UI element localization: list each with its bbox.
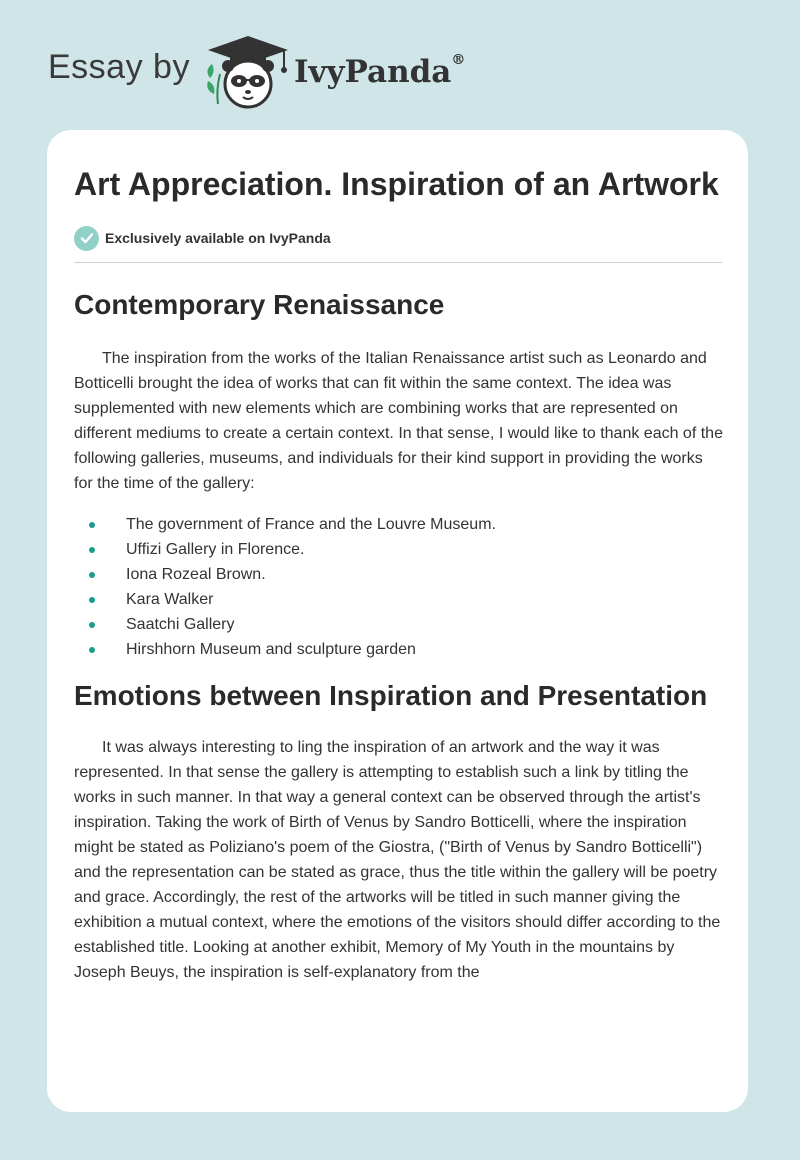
essay-title: Art Appreciation. Inspiration of an Artwork bbox=[74, 166, 719, 202]
brand-name[interactable]: IvyPanda® bbox=[294, 52, 466, 90]
list-item: Uffizi Gallery in Florence. bbox=[74, 537, 724, 562]
divider bbox=[74, 262, 722, 263]
check-icon bbox=[74, 226, 99, 251]
bullet-icon bbox=[89, 522, 95, 528]
essay-content bbox=[74, 164, 724, 985]
section-heading: Contemporary Renaissance bbox=[74, 289, 445, 320]
list-item: Hirshhorn Museum and sculpture garden bbox=[74, 637, 724, 662]
list-item: Kara Walker bbox=[74, 587, 724, 612]
section-heading: Emotions between Inspiration and Presentation bbox=[74, 680, 708, 711]
badge-label: Exclusively available on IvyPanda bbox=[105, 230, 331, 246]
bullet-icon bbox=[89, 622, 95, 628]
essay-by-label: Essay by bbox=[48, 48, 190, 86]
bullet-icon bbox=[89, 597, 95, 603]
section-paragraph: It was always interesting to ling the inspiration of an artwork and the way it was represented. In that sense the gallery is attempting to establish such a link by titling the works in such manner. In that way a general context can be observed through the artist's inspiration. Taking the work of Birth of Venus by Sandro Botticelli, where the inspiration might be stated as Poliziano's poem of the Giostra, ("Birth of Venus by Sandro Botticelli") and the representation can be stated as grace, thus the title within the gallery will be poetry and grace. Accordingly, the rest of the artworks will be titled in such manner giving the exhibition a mutual context, where the emotions of the visitors should differ according to the established title. Looking at another exhibit, Memory of My Youth in the mountains by Joseph Beuys, the inspiration is self-explanatory from the bbox=[74, 739, 721, 981]
list-item: Saatchi Gallery bbox=[74, 612, 724, 637]
list-item: Iona Rozeal Brown. bbox=[74, 562, 724, 587]
list-item: The government of France and the Louvre Museum. bbox=[74, 512, 724, 537]
acknowledgement-list bbox=[74, 512, 724, 662]
essay-card bbox=[47, 130, 748, 1112]
bullet-icon bbox=[89, 647, 95, 653]
bullet-icon bbox=[89, 572, 95, 578]
site-header bbox=[48, 34, 468, 114]
section-paragraph: The inspiration from the works of the Italian Renaissance artist such as Leonardo and Botticelli brought the idea of works that can fit within the same context. The idea was supplemented with new elements which are combining works that are represented on different mediums to create a certain context. In that sense, I would like to thank each of the following galleries, museums, and individuals for their kind support in providing the works for the time of the gallery: bbox=[74, 350, 723, 492]
bullet-icon bbox=[89, 547, 95, 553]
exclusive-badge bbox=[74, 225, 724, 251]
panda-logo-icon[interactable] bbox=[204, 34, 292, 110]
